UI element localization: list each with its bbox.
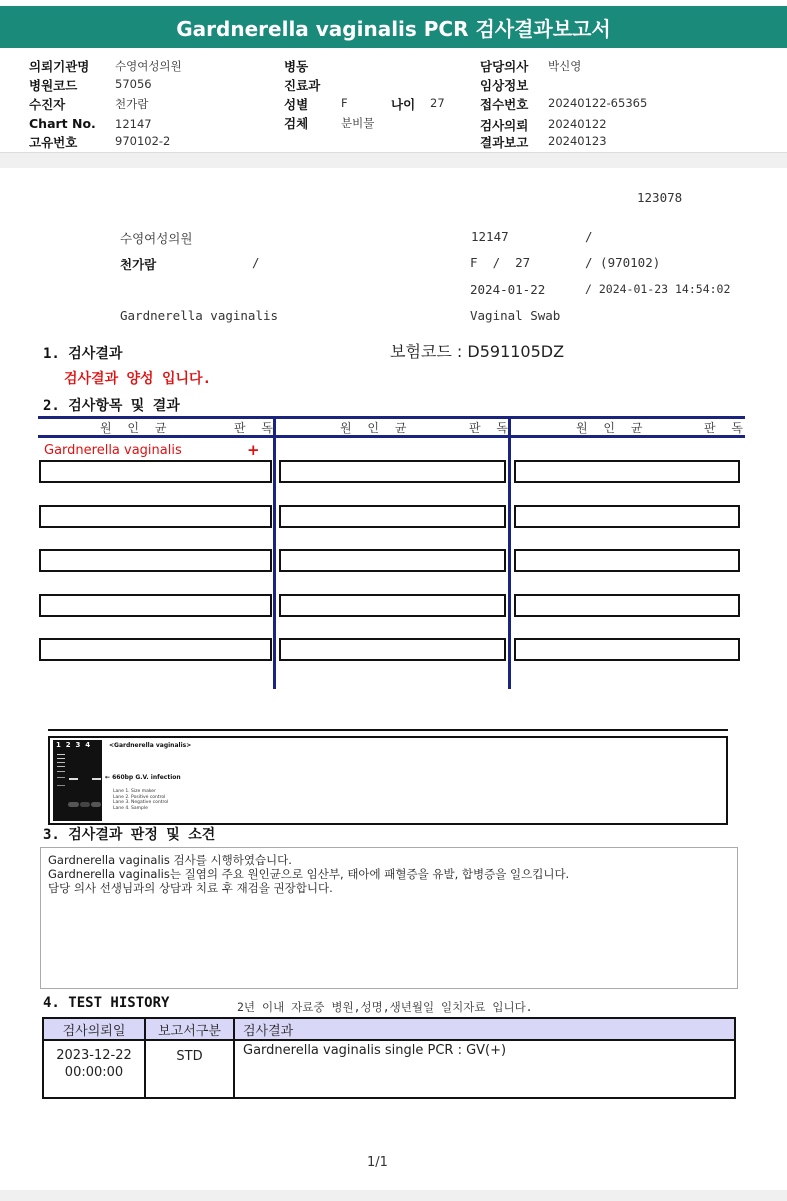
value-sex: F: [341, 96, 348, 110]
history-col-date: 검사의뢰일: [43, 1018, 145, 1040]
col-header-judgement-3: 판 독: [704, 421, 749, 435]
result-cell: [39, 505, 272, 528]
label-unique-id: 고유번호: [29, 135, 78, 150]
gel-primer-dimer: [91, 802, 101, 807]
page-number: 1/1: [367, 1155, 388, 1170]
result-cell: [279, 549, 506, 572]
summary-hospital: 수영여성의원: [120, 231, 193, 246]
value-specimen: 분비물: [341, 116, 375, 130]
label-age: 나이: [391, 97, 416, 112]
summary-sex-age: F / 27: [470, 255, 531, 270]
summary-report-datetime: / 2024-01-23 14:54:02: [585, 282, 731, 296]
gel-frame: [48, 736, 728, 825]
grid-divider-2: [508, 416, 511, 689]
label-clinical-info: 임상정보: [480, 78, 529, 93]
opinion-box: [40, 847, 738, 989]
result-cell: [39, 460, 272, 483]
value-request-date: 20240122: [548, 117, 607, 131]
gel-lane-numbers: 1 2 3 4: [56, 741, 91, 749]
label-ward: 병동: [284, 59, 309, 74]
history-note: 2년 이내 자료중 병원,성명,생년월일 일치자료 입니다.: [237, 1000, 533, 1014]
gel-legend-item: Lane 2. Positive control: [113, 794, 166, 800]
result-cell: [514, 638, 740, 661]
value-chart-no: 12147: [115, 117, 152, 131]
footer-band: [0, 1190, 787, 1201]
value-patient: 천가람: [115, 97, 149, 111]
table-row: [43, 1040, 735, 1098]
gel-legend-item: Lane 1. Size maker: [113, 789, 156, 794]
col-header-pathogen-3: 원 인 균: [576, 421, 649, 435]
value-receipt-no: 20240122-65365: [548, 96, 648, 110]
gel-ladder-band: [57, 785, 65, 786]
result-cell: [39, 594, 272, 617]
gel-ladder-band: [57, 766, 65, 767]
result-text: 검사결과 양성 입니다.: [64, 371, 212, 387]
section2-heading: 2. 검사항목 및 결과: [43, 398, 180, 414]
gel-top-rule: [48, 729, 728, 731]
gel-title: <Gardnerella vaginalis>: [109, 742, 192, 749]
label-chart-no: Chart No.: [29, 116, 96, 131]
gel-legend-item: Lane 3. Negative control: [113, 800, 169, 805]
value-doctor: 박신영: [548, 59, 582, 73]
result-item-judgement: +: [247, 441, 260, 459]
history-date: 2023-12-22: [56, 1048, 132, 1063]
gel-ladder-band: [57, 754, 65, 755]
history-type: STD: [145, 1040, 234, 1098]
summary-specimen: Vaginal Swab: [470, 308, 561, 323]
history-header-row: [43, 1018, 735, 1040]
value-report-date: 20240123: [548, 134, 607, 148]
report-title: Gardnerella vaginalis PCR 검사결과보고서: [0, 6, 787, 48]
section4-heading: 4. TEST HISTORY: [43, 995, 170, 1011]
label-hospital-code: 병원코드: [29, 78, 78, 93]
result-cell: [39, 638, 272, 661]
label-request-date: 검사의뢰: [480, 118, 529, 133]
gel-band-label: ← 660bp G.V. infection: [105, 774, 181, 781]
summary-slash-2: /: [252, 255, 260, 270]
summary-test-name: Gardnerella vaginalis: [120, 308, 279, 323]
result-cell: [279, 460, 506, 483]
summary-number: 123078: [637, 190, 683, 205]
result-cell: [514, 505, 740, 528]
gel-legend: [113, 789, 168, 811]
opinion-line: Gardnerella vaginalis는 질염의 주요 원인균으로 임산부, 태아에 패혈증을 유발, 합병증을 일으킵니다.: [48, 867, 570, 881]
summary-patient: 천가람: [120, 257, 157, 272]
label-receipt-no: 접수번호: [480, 97, 529, 112]
value-hospital-code: 57056: [115, 77, 152, 91]
label-department: 진료과: [284, 78, 321, 93]
result-item-name: Gardnerella vaginalis: [44, 443, 182, 458]
gel-ladder-band: [57, 758, 65, 759]
value-age: 27: [430, 96, 445, 110]
history-col-result: 검사결과: [234, 1018, 735, 1040]
gel-image: [53, 740, 102, 821]
summary-chart-no: 12147: [471, 229, 509, 244]
col-header-pathogen-2: 원 인 균: [340, 421, 413, 435]
opinion-line: 담당 의사 선생님과의 상담과 치료 후 재검을 권장합니다.: [48, 881, 333, 895]
section3-heading: 3. 검사결과 판정 및 소견: [43, 827, 216, 843]
gel-ladder-band: [57, 777, 65, 778]
label-requesting-institution: 의뢰기관명: [29, 59, 90, 74]
gel-sample-band: [92, 778, 101, 780]
gel-ladder-band: [57, 762, 65, 763]
label-specimen: 검체: [284, 116, 309, 131]
history-result: Gardnerella vaginalis single PCR : GV(+): [234, 1040, 735, 1098]
history-date-cell: [43, 1040, 145, 1098]
col-header-pathogen-1: 원 인 균: [100, 421, 173, 435]
value-unique-id: 970102-2: [115, 134, 171, 148]
result-cell: [279, 505, 506, 528]
gel-legend-item: Lane 4. Sample: [113, 805, 148, 811]
opinion-line: Gardnerella vaginalis 검사를 시행하였습니다.: [48, 853, 292, 867]
result-cell: [514, 549, 740, 572]
label-patient: 수진자: [29, 97, 66, 112]
header-separator: [0, 152, 787, 168]
summary-slash: /: [585, 229, 593, 244]
value-requesting-institution: 수영여성의원: [115, 59, 182, 73]
label-report-date: 결과보고: [480, 135, 529, 150]
result-cell: [514, 594, 740, 617]
col-header-judgement-2: 판 독: [469, 421, 514, 435]
result-cell: [279, 638, 506, 661]
section1-heading: 1. 검사결과: [43, 346, 123, 362]
history-col-type: 보고서구분: [145, 1018, 234, 1040]
label-doctor: 담당의사: [480, 59, 529, 74]
summary-id: / (970102): [585, 255, 661, 270]
summary-request-date: 2024-01-22: [470, 282, 546, 297]
gel-ladder-band: [57, 771, 65, 772]
gel-primer-dimer: [80, 802, 90, 807]
insurance-code: 보험코드 : D591105DZ: [390, 342, 565, 361]
grid-divider-1: [273, 416, 276, 689]
result-cell: [279, 594, 506, 617]
result-cell: [514, 460, 740, 483]
result-cell: [39, 549, 272, 572]
history-table: [42, 1017, 736, 1099]
gel-positive-band: [69, 778, 78, 780]
col-header-judgement-1: 판 독: [234, 421, 279, 435]
label-sex: 성별: [284, 97, 309, 112]
history-time: 00:00:00: [64, 1065, 124, 1080]
gel-primer-dimer: [68, 802, 79, 807]
